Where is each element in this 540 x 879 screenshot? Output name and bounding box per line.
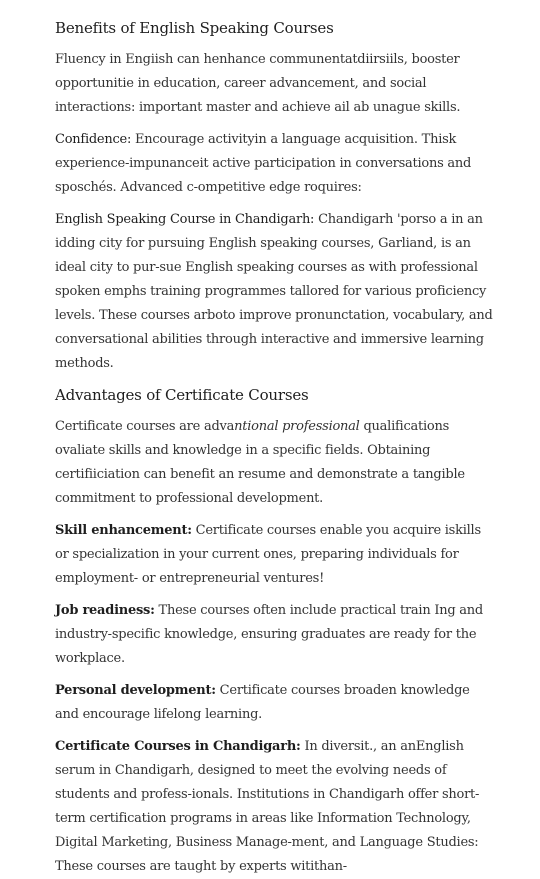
- paragraph-personal-development: [55, 679, 496, 727]
- heading-advantages: Advantages of Certificate Courses: [55, 386, 309, 404]
- paragraph-certificate-chandigarh-text: In diversit., an anEnglish serum in Chandigarh, designed to meet the evolving needs of students and profess-ionals. Institutions in Chandigarh offer short-term certification programs in areas like Information Technology, Digital Marketing, Business Manage-ment, and Language Studies: These courses are taught by experts witithan-: [55, 739, 480, 874]
- paragraph-fluency: [55, 48, 496, 120]
- paragraph-job-readiness: [55, 599, 496, 671]
- term-english-course-chandigarh: English Speaking Course in Chandigarh:: [55, 212, 315, 227]
- intro-text-before: Certificate courses are adva: [55, 419, 235, 434]
- paragraph-english-course-chandigarh: [55, 208, 496, 376]
- paragraph-english-course-chandigarh-text: Chandigarh 'porso a in an idding city for pursuing English speaking courses, Garliand, is an ideal city to pur-sue English speaking courses as with professional spoken emphs training programmes tallored for various proficiency levels. These courses arboto improve pronunctation, vocabulary, and conversational abilities through interactive and immersive learning methods.: [55, 212, 493, 371]
- term-personal-development: Personal development:: [55, 683, 216, 698]
- heading-benefits: Benefits of English Speaking Courses: [55, 19, 334, 37]
- paragraph-fluency-text: Fluency in Engiish can henhance communentatdiirsiils, booster opportunitie in education, career advancement, and social interactions: important master and achieve ail ab unague skills.: [55, 52, 461, 115]
- paragraph-personal-development-text: Certificate courses broaden knowledge and encourage lifelong learning.: [55, 683, 470, 722]
- paragraph-confidence-text: Encourage activityin a language acquisition. Thisk experience-impunanceit active participation in conversations and sposchés. Advanced c-ompetitive edge roquires:: [55, 132, 472, 195]
- paragraph-skill-enhancement-text: Certificate courses enable you acquire iskills or specialization in your current ones, preparing individuals for employment- or entrepreneurial ventures!: [55, 523, 481, 586]
- paragraph-skill-enhancement: [55, 519, 496, 591]
- term-job-readiness: Job readiness:: [55, 603, 155, 618]
- paragraph-job-readiness-text: These courses often include practical train Ing and industry-specific knowledge, ensuring graduates are ready for the workplace.: [55, 603, 483, 666]
- intro-emphasis: ntional professional: [234, 419, 360, 434]
- intro-text-after: qualifications ovaliate skills and knowledge in a specific fields. Obtaining certifiiciation can benefit an resume and demonstrate a tangible commitment to professional development.: [55, 419, 465, 506]
- paragraph-certificate-intro: [55, 415, 496, 511]
- paragraph-certificate-chandigarh: [55, 735, 496, 879]
- paragraph-confidence: [55, 128, 496, 200]
- term-certificate-chandigarh: Certificate Courses in Chandigarh:: [55, 739, 301, 754]
- term-confidence: Confidence:: [55, 132, 132, 147]
- term-skill-enhancement: Skill enhancement:: [55, 523, 192, 538]
